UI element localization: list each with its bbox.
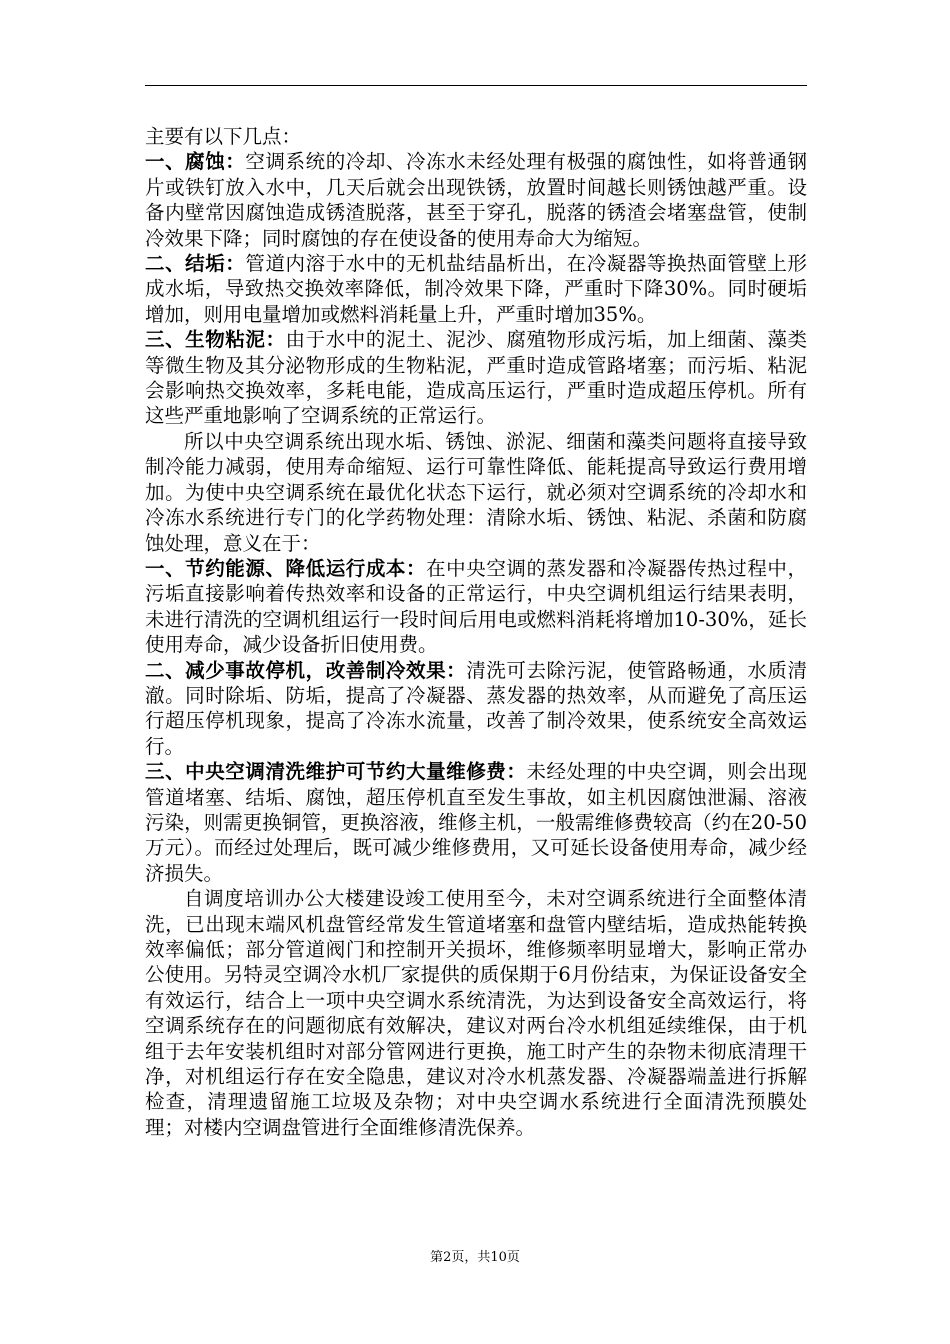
problem-heading: 一、腐蚀： bbox=[145, 150, 246, 174]
page-number-footer: 第2页，共10页 bbox=[430, 1250, 520, 1265]
header-rule bbox=[145, 85, 807, 86]
benefit-maintenance-cost bbox=[145, 759, 807, 886]
benefit-text: 在中央空调的蒸发器和冷凝器传热过程中，污垢直接影响着传热效率和设备的正常运行，中央空调机组运行结果表明，未进行清洗的空调机组运行一段时间后用电或燃料消耗将增加10-30%，延长使用寿命，减少设备折旧使用费。 bbox=[145, 556, 807, 657]
benefit-fewer-shutdowns bbox=[145, 658, 807, 760]
problem-text: 空调系统的冷却、冷冻水未经处理有极强的腐蚀性，如将普通钢片或铁钉放入水中，几天后就会出现铁锈，放置时间越长则锈蚀越严重。设备内壁常因腐蚀造成锈渣脱落，甚至于穿孔，脱落的锈渣会堵塞盘管，使制冷效果下降；同时腐蚀的存在使设备的使用寿命大为缩短。 bbox=[145, 150, 807, 250]
document-body bbox=[145, 124, 807, 1140]
benefit-energy-saving bbox=[145, 556, 807, 658]
problem-corrosion bbox=[145, 149, 807, 251]
problem-heading: 二、结垢： bbox=[145, 252, 246, 276]
benefit-heading: 一、节约能源、降低运行成本： bbox=[145, 556, 427, 580]
benefit-heading: 三、中央空调清洗维护可节约大量维修费： bbox=[145, 760, 527, 784]
problem-scaling bbox=[145, 251, 807, 327]
benefit-heading: 二、减少事故停机，改善制冷效果： bbox=[145, 658, 467, 682]
problem-biofouling bbox=[145, 327, 807, 429]
problem-heading: 三、生物粘泥： bbox=[145, 328, 286, 352]
intro-paragraph: 主要有以下几点： bbox=[145, 125, 302, 148]
problem-text: 管道内溶于水中的无机盐结晶析出，在冷凝器等换热面管壁上形成水垢，导致热交换效率降低，制冷效果下降，严重时下降30%。同时硬垢增加，则用电量增加或燃料消耗量上升，严重时增加35%。 bbox=[145, 252, 807, 326]
problem-text: 由于水中的泥土、泥沙、腐殖物形成污垢，加上细菌、藻类等微生物及其分泌物形成的生物粘泥，严重时造成管路堵塞；而污垢、粘泥会影响热交换效率，多耗电能，造成高压运行，严重时造成超压停机。所有这些严重地影响了空调系统的正常运行。 bbox=[145, 328, 807, 428]
benefit-text: 清洗可去除污泥，使管路畅通，水质清澈。同时除垢、防垢，提高了冷凝器、蒸发器的热效率，从而避免了高压运行超压停机现象，提高了冷冻水流量，改善了制冷效果，使系统安全高效运行。 bbox=[145, 658, 807, 758]
benefit-text: 未经处理的中央空调，则会出现管道堵塞、结垢、腐蚀，超压停机直至发生事故，如主机因腐蚀泄漏、溶液污染，则需更换铜管，更换溶液，维修主机，一般需维修费较高（约在20-50万元）。而经过处理后，既可减少维修费用，又可延长设备使用寿命，减少经济损失。 bbox=[145, 760, 807, 885]
closing-paragraph: 自调度培训办公大楼建设竣工使用至今，未对空调系统进行全面整体清洗，已出现末端风机盘管经常发生管道堵塞和盘管内壁结垢，造成热能转换效率偏低；部分管道阀门和控制开关损坏，维修频率明显增大，影响正常办公使用。另特灵空调冷水机厂家提供的质保期于6月份结束，为保证设备安全有效运行，结合上一项中央空调水系统清洗，为达到设备安全高效运行，将空调系统存在的问题彻底有效解决，建议对两台冷水机组延续维保，由于机组于去年安装机组时对部分管网进行更换，施工时产生的杂物未彻底清理干净，对机组运行存在安全隐患，建议对冷水机蒸发器、冷凝器端盖进行拆解检查，清理遗留施工垃圾及杂物；对中央空调水系统进行全面清洗预膜处理；对楼内空调盘管进行全面维修清洗保养。 bbox=[145, 887, 807, 1139]
summary-paragraph: 所以中央空调系统出现水垢、锈蚀、淤泥、细菌和藻类问题将直接导致制冷能力减弱，使用寿命缩短、运行可靠性降低、能耗提高导致运行费用增加。为使中央空调系统在最优化状态下运行，就必须对空调系统的冷却水和冷冻水系统进行专门的化学药物处理：清除水垢、锈蚀、粘泥、杀菌和防腐蚀处理，意义在于： bbox=[145, 429, 807, 555]
